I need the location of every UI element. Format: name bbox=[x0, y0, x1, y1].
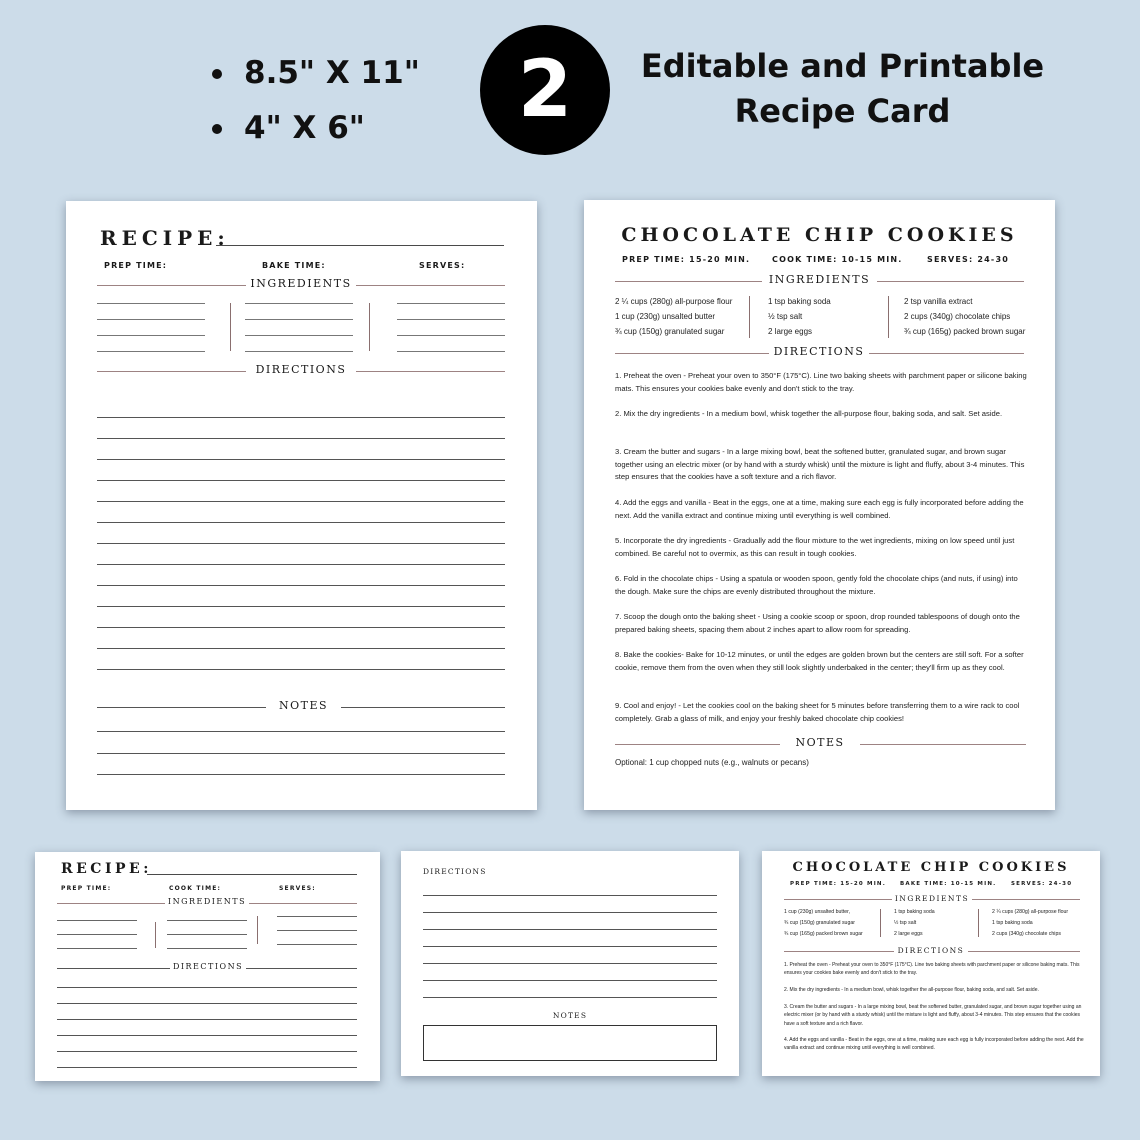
direction-step: 2. Mix the dry ingredients - In a medium bowl, whisk together the all-purpose flour, baking soda, and salt. Set aside. bbox=[615, 409, 1003, 418]
small-back-card bbox=[401, 851, 739, 1076]
ingredients-heading: INGREDIENTS bbox=[762, 273, 877, 286]
headline-line-2: Recipe Card bbox=[734, 92, 951, 130]
bake-time-label: BAKE TIME: bbox=[262, 261, 326, 270]
ingredients-heading: INGREDIENTS bbox=[165, 897, 249, 906]
ing-line bbox=[97, 303, 205, 304]
ingredient-col-1 bbox=[615, 294, 732, 339]
direction-step: 3. Cream the butter and sugars - In a large mixing bowl, beat the softened butter, granulated sugar, and brown sugar together using an electric mixer (or by hand with a sturdy whisk) until the mixture is light and fluffy, about 3-4 minutes. This step ensures that the cookies have a soft texture and a rich flavor. bbox=[784, 1004, 1082, 1027]
directions-list bbox=[615, 370, 1027, 726]
ingredient-col-2 bbox=[894, 907, 935, 940]
ingredients-heading: INGREDIENTS bbox=[892, 894, 972, 903]
ing-line bbox=[397, 319, 505, 320]
headline bbox=[640, 44, 1045, 134]
ingredient: 1 tsp baking soda bbox=[894, 909, 935, 915]
notes-line bbox=[97, 731, 505, 732]
ingredient-col-3 bbox=[904, 294, 1025, 339]
ingredient: 2 tsp vanilla extract bbox=[904, 297, 973, 306]
ingredient: ¾ cup (165g) packed brown sugar bbox=[904, 327, 1026, 336]
ing-divider bbox=[888, 296, 889, 338]
notes-line bbox=[97, 753, 505, 754]
bake-time-label: BAKE TIME: 10-15 MIN. bbox=[900, 881, 997, 887]
blank-recipe-card bbox=[66, 201, 537, 810]
directions-heading: DIRECTIONS bbox=[894, 946, 968, 955]
ing-divider bbox=[230, 303, 231, 351]
directions-lines bbox=[97, 397, 505, 677]
small-filled-card bbox=[762, 851, 1100, 1076]
ingredient: 2 ¼ cups (280g) all-purpose flour bbox=[615, 297, 733, 306]
size-item-letter: 8.5" X 11" bbox=[212, 50, 420, 105]
direction-step: 7. Scoop the dough onto the baking sheet - Using a cookie scoop or spoon, drop rounded tablespoons of dough onto the prepared baking sheets, spacing them about 2 inches apart to allow room for spreading. bbox=[615, 612, 1020, 634]
recipe-title: CHOCOLATE CHIP COOKIES bbox=[621, 224, 1018, 246]
ingredient: ¾ cup (150g) granulated sugar bbox=[615, 327, 725, 336]
headline-line-1: Editable and Printable bbox=[640, 47, 1045, 85]
ing-line bbox=[245, 319, 353, 320]
ing-line bbox=[97, 351, 205, 352]
ingredient: ½ tsp salt bbox=[768, 312, 803, 321]
ingredient: 2 large eggs bbox=[768, 327, 813, 336]
ing-line bbox=[397, 335, 505, 336]
size-list bbox=[212, 50, 420, 160]
ingredient: ½ tsp salt bbox=[894, 920, 917, 926]
ingredient: ¾ cup (150g) granulated sugar bbox=[784, 920, 855, 926]
size-item-card: 4" X 6" bbox=[212, 105, 420, 160]
directions-heading: DIRECTIONS bbox=[769, 345, 869, 358]
ingredient: 2 ¼ cups (280g) all-purpose flour bbox=[992, 909, 1069, 915]
cook-time-label: COOK TIME: 10-15 MIN. bbox=[772, 255, 903, 264]
serves-label: SERVES: bbox=[419, 261, 466, 270]
ing-line bbox=[57, 920, 137, 921]
ing-line bbox=[397, 303, 505, 304]
direction-step: 8. Bake the cookies- Bake for 10-12 minutes, or until the edges are golden brown but the centers are still soft. For a softer cookie, remove them from the oven when they still look slightly underbaked in the center; they'll firm up as they cool. bbox=[615, 650, 1024, 672]
ing-divider bbox=[155, 922, 156, 948]
ing-line bbox=[57, 934, 137, 935]
serves-label: SERVES: 24-30 bbox=[927, 255, 1009, 264]
directions-heading: DIRECTIONS bbox=[423, 867, 487, 876]
serves-label: SERVES: 24-30 bbox=[1011, 881, 1073, 887]
title-line bbox=[216, 245, 504, 246]
ing-divider bbox=[749, 296, 750, 338]
ingredient-col-2 bbox=[768, 294, 831, 339]
directions-lines bbox=[57, 972, 357, 1072]
filled-recipe-card bbox=[584, 200, 1055, 810]
direction-step: 2. Mix the dry ingredients - In a medium bowl, whisk together the all-purpose flour, baking soda, and salt. Set aside. bbox=[784, 987, 1039, 993]
small-blank-card bbox=[35, 852, 380, 1081]
ing-line bbox=[97, 335, 205, 336]
recipe-title: CHOCOLATE CHIP COOKIES bbox=[792, 860, 1070, 875]
directions-heading: DIRECTIONS bbox=[170, 962, 246, 971]
recipe-title: RECIPE: bbox=[61, 861, 152, 877]
direction-step: 6. Fold in the chocolate chips - Using a spatula or wooden spoon, gently fold the chocolate chips (and nuts, if using) into the dough. Make sure the chips are evenly distributed throughout the mixture. bbox=[615, 574, 1018, 596]
directions-list bbox=[784, 961, 1084, 1053]
notes-box[interactable] bbox=[423, 1025, 717, 1061]
ingredient: 1 cup (230g) unsalted butter, bbox=[784, 909, 851, 915]
notes-text: Optional: 1 cup chopped nuts (e.g., walnuts or pecans) bbox=[615, 758, 809, 767]
prep-time-label: PREP TIME: 15-20 MIN. bbox=[622, 255, 751, 264]
notes-heading: NOTES bbox=[552, 1011, 588, 1020]
prep-time-label: PREP TIME: bbox=[104, 261, 168, 270]
ing-line bbox=[277, 916, 357, 917]
ingredient: 2 large eggs bbox=[894, 931, 923, 937]
direction-step: 4. Add the eggs and vanilla - Beat in the eggs, one at a time, making sure each egg is fully incorporated before adding the next. Add the vanilla extract and continue mixing until everything is well combined. bbox=[784, 1037, 1084, 1052]
direction-step: 9. Cool and enjoy! - Let the cookies cool on the baking sheet for 5 minutes before transferring them to a wire rack to cool completely. Grab a glass of milk, and enjoy your freshly baked chocolate chip cookies! bbox=[615, 701, 1020, 723]
direction-step: 3. Cream the butter and sugars - In a large mixing bowl, beat the softened butter, granulated sugar, and brown sugar together using an electric mixer (or by hand with a sturdy whisk) until the mixture is light and fluffy, about 3-4 minutes. This step ensures that the cookies have a soft texture and a rich flavor. bbox=[615, 447, 1025, 482]
count-badge: 2 bbox=[480, 25, 610, 155]
ing-divider bbox=[880, 909, 881, 937]
notes-heading: NOTES bbox=[780, 736, 860, 749]
ingredient: 2 cups (340g) chocolate chips bbox=[904, 312, 1011, 321]
ingredient-col-1 bbox=[784, 907, 863, 940]
ing-line bbox=[167, 920, 247, 921]
ing-divider bbox=[978, 909, 979, 937]
title-line bbox=[147, 874, 357, 875]
notes-line bbox=[97, 774, 505, 775]
directions-lines bbox=[423, 879, 717, 999]
notes-heading: NOTES bbox=[266, 699, 341, 712]
prep-time-label: PREP TIME: 15-20 MIN. bbox=[790, 881, 887, 887]
ing-line bbox=[397, 351, 505, 352]
ingredient: 1 cup (230g) unsalted butter bbox=[615, 312, 716, 321]
prep-time-label: PREP TIME: bbox=[61, 885, 112, 892]
direction-step: 4. Add the eggs and vanilla - Beat in the eggs, one at a time, making sure each egg is fully incorporated before adding the next. Add the vanilla extract and continue mixing until everything is well combined. bbox=[615, 498, 1024, 520]
ing-line bbox=[245, 351, 353, 352]
ingredient: 2 cups (340g) chocolate chips bbox=[992, 931, 1061, 937]
ing-line bbox=[167, 934, 247, 935]
ing-line bbox=[277, 930, 357, 931]
ing-line bbox=[167, 948, 247, 949]
ingredients-heading: INGREDIENTS bbox=[246, 277, 356, 290]
ing-divider bbox=[257, 916, 258, 944]
ingredient: ¾ cup (165g) packed brown sugar bbox=[784, 931, 863, 937]
recipe-title: RECIPE: bbox=[100, 226, 230, 250]
ing-divider bbox=[369, 303, 370, 351]
direction-step: 1. Preheat the oven - Preheat your oven to 350°F (175°C). Line two baking sheets with parchment paper or silicone baking mats. This ensures your cookies bake evenly and don't stick to the tray. bbox=[784, 962, 1080, 977]
ing-line bbox=[245, 303, 353, 304]
cook-time-label: COOK TIME: bbox=[169, 885, 222, 892]
ingredient: 1 tsp baking soda bbox=[992, 920, 1033, 926]
ingredient: 1 tsp baking soda bbox=[768, 297, 831, 306]
serves-label: SERVES: bbox=[279, 885, 316, 892]
ing-line bbox=[277, 944, 357, 945]
direction-step: 5. Incorporate the dry ingredients - Gradually add the flour mixture to the wet ingredients, mixing on low speed until just combined. Be careful not to overmix, as this can result in tough cookies. bbox=[615, 536, 1015, 558]
direction-step: 1. Preheat the oven - Preheat your oven to 350°F (175°C). Line two baking sheets with parchment paper or silicone baking mats. This ensures your cookies bake evenly and don't stick to the tray. bbox=[615, 371, 1027, 393]
ing-line bbox=[97, 319, 205, 320]
ing-line bbox=[57, 948, 137, 949]
ing-line bbox=[245, 335, 353, 336]
directions-heading: DIRECTIONS bbox=[246, 363, 356, 376]
ingredient-col-3 bbox=[992, 907, 1068, 940]
